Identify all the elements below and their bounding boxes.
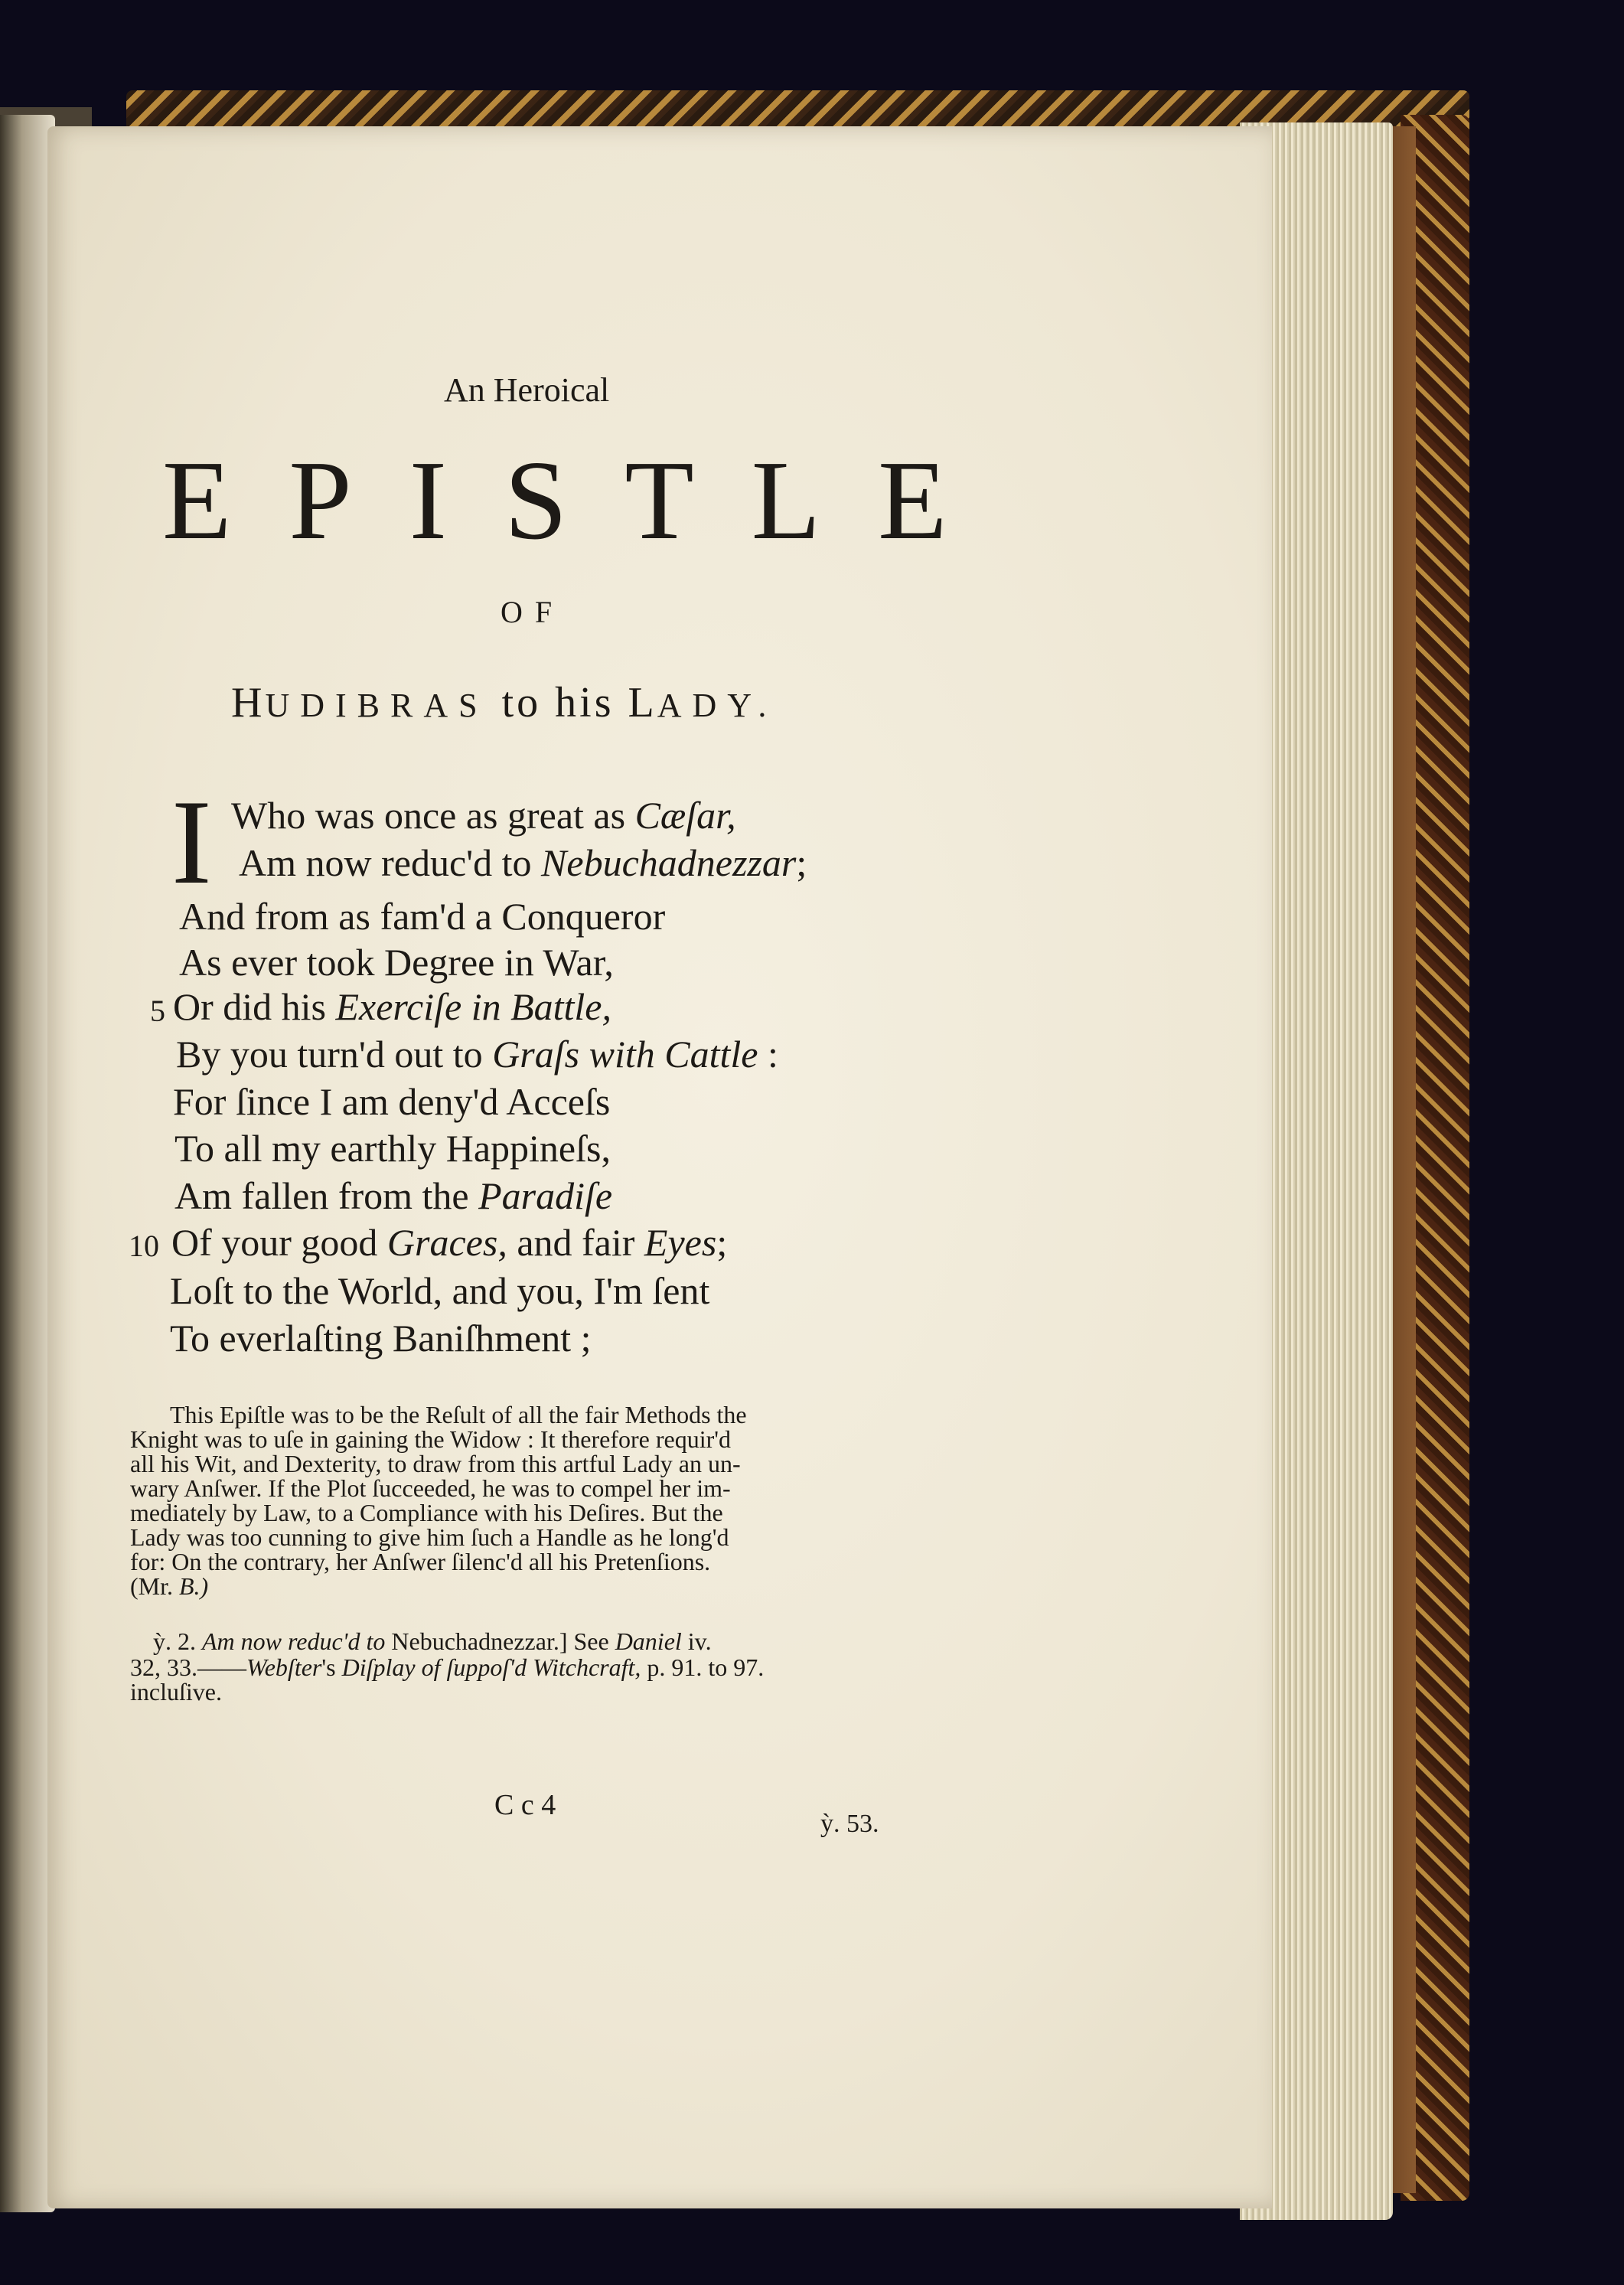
verse-line: For ſince I am deny'd Acceſs [173, 1080, 611, 1123]
note-line: (Mr. B.) [130, 1572, 209, 1600]
verse-line: By you turn'd out to Graſs with Cattle : [176, 1033, 778, 1076]
note-line: mediately by Law, to a Compliance with his Deſires. But the [130, 1499, 723, 1526]
line-number: 10 [129, 1229, 159, 1263]
note-line: ỳ. 2. Am now reduc'd to Nebuchadnezzar.] See Daniel iv. [153, 1627, 712, 1655]
verse-line: And from as fam'd a Conqueror [179, 895, 666, 938]
note-line: This Epiſtle was to be the Reſult of all the fair Methods the [170, 1401, 747, 1428]
title-udibras: UDIBRAS [265, 687, 488, 724]
note-line: all his Wit, and Dexterity, to draw from this artful Lady an un- [130, 1450, 741, 1477]
heading-of: OF [501, 595, 565, 629]
verse-line: To everlaſting Baniſhment ; [170, 1317, 592, 1360]
title-ady: ADY. [657, 687, 778, 724]
drop-cap: I [171, 775, 212, 909]
note-line: incluſive. [130, 1678, 222, 1706]
verse-line: As ever took Degree in War, [179, 941, 614, 984]
verse-line: Who was once as great as Cæſar, [231, 794, 736, 837]
verse-line: Am fallen from the Paradiſe [174, 1174, 613, 1217]
verse-line: Of your good Graces, and fair Eyes; [171, 1221, 728, 1264]
verse-line: Am now reduc'd to Nebuchadnezzar; [239, 841, 807, 884]
signature-mark: C c 4 [494, 1789, 556, 1821]
heading-epistle: EPISTLE [162, 438, 1005, 563]
note-line: Lady was too cunning to give him ſuch a Handle as he long'd [130, 1523, 729, 1551]
line-number: 5 [150, 994, 165, 1028]
verse-line: Or did his Exerciſe in Battle, [173, 985, 611, 1028]
heading-title [231, 678, 777, 727]
title-cap-l: L [628, 679, 657, 726]
catchword: ỳ. 53. [820, 1810, 879, 1838]
note-line: wary Anſwer. If the Plot ſucceeded, he was to compel her im- [130, 1474, 731, 1502]
verse-line: To all my earthly Happineſs, [174, 1127, 611, 1170]
title-cap-h: H [231, 679, 266, 726]
note-line: for: On the contrary, her Anſwer ſilenc'd all his Pretenſions. [130, 1548, 711, 1575]
note-line: Knight was to uſe in gaining the Widow : It therefore requir'd [130, 1425, 732, 1453]
note-line: 32, 33.——Webſter's Diſplay of ſuppoſ'd Witchcraft, p. 91. to 97. [130, 1653, 765, 1681]
title-to-his: to his [501, 679, 615, 726]
heading-line: An Heroical [444, 371, 610, 409]
verse-line: Loſt to the World, and you, I'm ſent [170, 1269, 710, 1312]
